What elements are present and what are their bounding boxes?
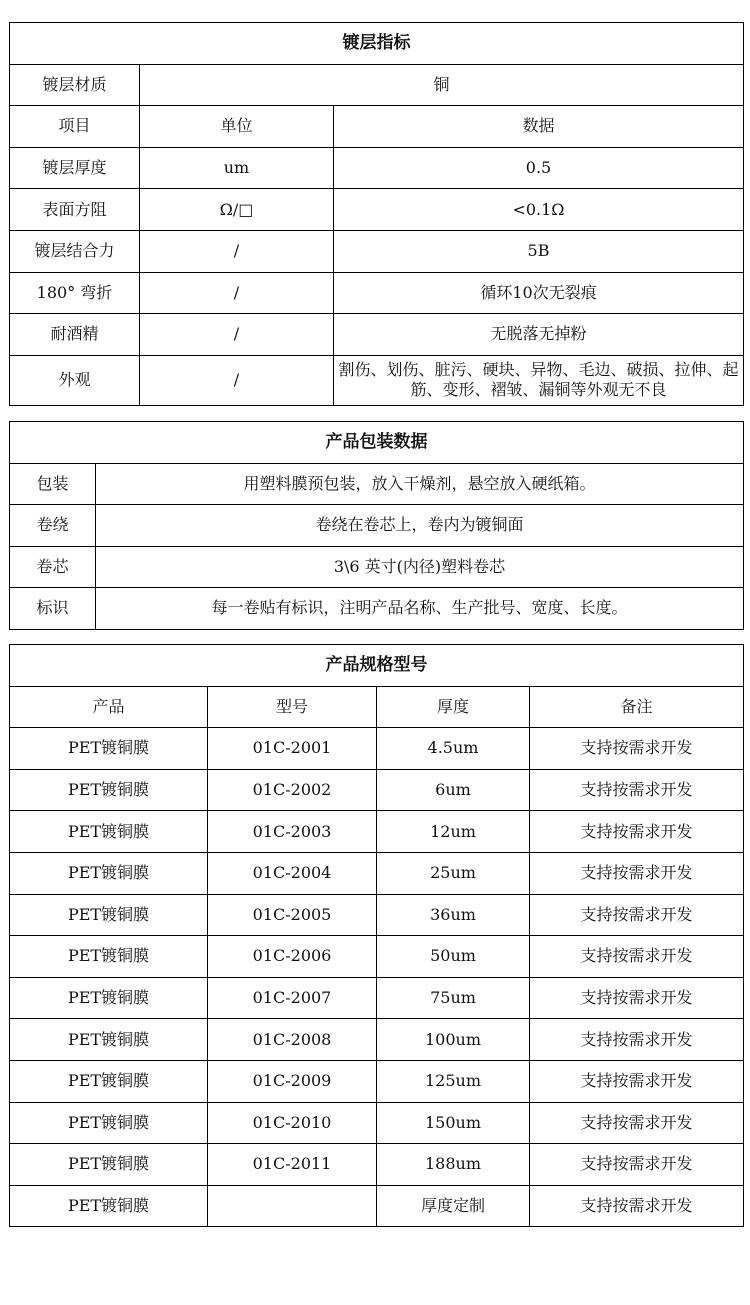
table-cell: 188um xyxy=(377,1144,530,1186)
table-cell: 180° 弯折 xyxy=(10,272,140,314)
table-cell: PET镀铜膜 xyxy=(10,1144,208,1186)
table-cell: 支持按需求开发 xyxy=(530,936,744,978)
table-cell: PET镀铜膜 xyxy=(10,852,208,894)
table-cell: 75um xyxy=(377,977,530,1019)
table-cell: PET镀铜膜 xyxy=(10,1102,208,1144)
table-cell: 包装 xyxy=(10,463,96,505)
table-cell: PET镀铜膜 xyxy=(10,936,208,978)
table-title-row xyxy=(10,23,744,65)
table-cell: 卷芯 xyxy=(10,546,96,588)
table-row xyxy=(10,1060,744,1102)
table-row xyxy=(10,64,744,106)
table-row xyxy=(10,811,744,853)
table-cell: 0.5 xyxy=(334,147,744,189)
table-title-row xyxy=(10,422,744,464)
table-cell: 标识 xyxy=(10,588,96,630)
table-cell: PET镀铜膜 xyxy=(10,1019,208,1061)
table-cell: 割伤、划伤、脏污、硬块、异物、毛边、破损、拉伸、起筋、变形、褶皱、漏铜等外观无不良 xyxy=(334,355,744,405)
table-cell: 支持按需求开发 xyxy=(530,894,744,936)
table-cell: 25um xyxy=(377,852,530,894)
coating-title: 镀层指标 xyxy=(10,23,744,65)
table-cell: PET镀铜膜 xyxy=(10,1060,208,1102)
table-cell: um xyxy=(140,147,334,189)
table-row xyxy=(10,505,744,547)
table-cell: Ω/□ xyxy=(140,189,334,231)
table-header-row xyxy=(10,106,744,148)
table-cell: 01C-2007 xyxy=(208,977,377,1019)
table-row xyxy=(10,314,744,356)
table-row xyxy=(10,189,744,231)
table-cell: PET镀铜膜 xyxy=(10,1185,208,1227)
table-cell: 125um xyxy=(377,1060,530,1102)
table-cell: 镀层厚度 xyxy=(10,147,140,189)
table-cell: 表面方阻 xyxy=(10,189,140,231)
table-cell: 12um xyxy=(377,811,530,853)
table-cell: 01C-2004 xyxy=(208,852,377,894)
table-cell: 01C-2009 xyxy=(208,1060,377,1102)
table-cell: 支持按需求开发 xyxy=(530,769,744,811)
table-cell: 4.5um xyxy=(377,728,530,770)
table-cell: 5B xyxy=(334,230,744,272)
table-cell: <0.1Ω xyxy=(334,189,744,231)
table-row xyxy=(10,355,744,405)
table-cell: / xyxy=(140,272,334,314)
table-row xyxy=(10,1144,744,1186)
table-cell: 01C-2006 xyxy=(208,936,377,978)
table-cell: / xyxy=(140,230,334,272)
table-cell: PET镀铜膜 xyxy=(10,977,208,1019)
table-cell: 01C-2002 xyxy=(208,769,377,811)
table-cell: 01C-2008 xyxy=(208,1019,377,1061)
table-cell: 用塑料膜预包装，放入干燥剂，悬空放入硬纸箱。 xyxy=(96,463,744,505)
table-cell: 支持按需求开发 xyxy=(530,1102,744,1144)
table-cell: 50um xyxy=(377,936,530,978)
table-cell: 无脱落无掉粉 xyxy=(334,314,744,356)
header-cell: 数据 xyxy=(334,106,744,148)
table-cell: PET镀铜膜 xyxy=(10,769,208,811)
table-row xyxy=(10,977,744,1019)
table-cell: 36um xyxy=(377,894,530,936)
table-cell: 支持按需求开发 xyxy=(530,1019,744,1061)
table-row xyxy=(10,769,744,811)
specs-body xyxy=(10,728,744,1227)
header-cell: 产品 xyxy=(10,686,208,728)
table-title-row xyxy=(10,645,744,687)
table-cell: 卷绕 xyxy=(10,505,96,547)
table-cell: 01C-2010 xyxy=(208,1102,377,1144)
header-cell: 厚度 xyxy=(377,686,530,728)
material-label: 镀层材质 xyxy=(10,64,140,106)
table-cell: PET镀铜膜 xyxy=(10,894,208,936)
table-row xyxy=(10,147,744,189)
header-cell: 单位 xyxy=(140,106,334,148)
table-cell: 卷绕在卷芯上，卷内为镀铜面 xyxy=(96,505,744,547)
table-cell: 支持按需求开发 xyxy=(530,852,744,894)
table-cell: 厚度定制 xyxy=(377,1185,530,1227)
header-cell: 备注 xyxy=(530,686,744,728)
table-cell: 支持按需求开发 xyxy=(530,1144,744,1186)
table-cell: 镀层结合力 xyxy=(10,230,140,272)
table-row xyxy=(10,230,744,272)
table-cell: PET镀铜膜 xyxy=(10,811,208,853)
table-cell: 支持按需求开发 xyxy=(530,1060,744,1102)
table-cell: 支持按需求开发 xyxy=(530,811,744,853)
table-row xyxy=(10,1019,744,1061)
header-cell: 项目 xyxy=(10,106,140,148)
table-cell: 每一卷贴有标识，注明产品名称、生产批号、宽度、长度。 xyxy=(96,588,744,630)
table-cell: 6um xyxy=(377,769,530,811)
material-value: 铜 xyxy=(140,64,744,106)
table-row xyxy=(10,463,744,505)
table-row xyxy=(10,546,744,588)
table-row xyxy=(10,272,744,314)
table-cell: 循环10次无裂痕 xyxy=(334,272,744,314)
table-cell: / xyxy=(140,355,334,405)
table-cell: PET镀铜膜 xyxy=(10,728,208,770)
table-cell: 100um xyxy=(377,1019,530,1061)
header-cell: 型号 xyxy=(208,686,377,728)
packaging-table xyxy=(9,421,744,630)
table-cell: 01C-2005 xyxy=(208,894,377,936)
coating-table xyxy=(9,22,744,406)
table-cell: 支持按需求开发 xyxy=(530,728,744,770)
table-cell: 耐酒精 xyxy=(10,314,140,356)
table-cell: 01C-2001 xyxy=(208,728,377,770)
table-row xyxy=(10,1102,744,1144)
table-cell: 01C-2011 xyxy=(208,1144,377,1186)
table-cell: / xyxy=(140,314,334,356)
packaging-title: 产品包装数据 xyxy=(10,422,744,464)
specs-title: 产品规格型号 xyxy=(10,645,744,687)
table-row xyxy=(10,894,744,936)
table-row xyxy=(10,936,744,978)
table-row xyxy=(10,852,744,894)
table-row xyxy=(10,588,744,630)
table-cell: 支持按需求开发 xyxy=(530,977,744,1019)
table-row xyxy=(10,728,744,770)
table-cell: 01C-2003 xyxy=(208,811,377,853)
table-cell: 外观 xyxy=(10,355,140,405)
table-header-row xyxy=(10,686,744,728)
specs-table xyxy=(9,644,744,1227)
table-cell: 150um xyxy=(377,1102,530,1144)
table-cell: 3\6 英寸(内径)塑料卷芯 xyxy=(96,546,744,588)
table-cell: 支持按需求开发 xyxy=(530,1185,744,1227)
table-row xyxy=(10,1185,744,1227)
table-cell xyxy=(208,1185,377,1227)
